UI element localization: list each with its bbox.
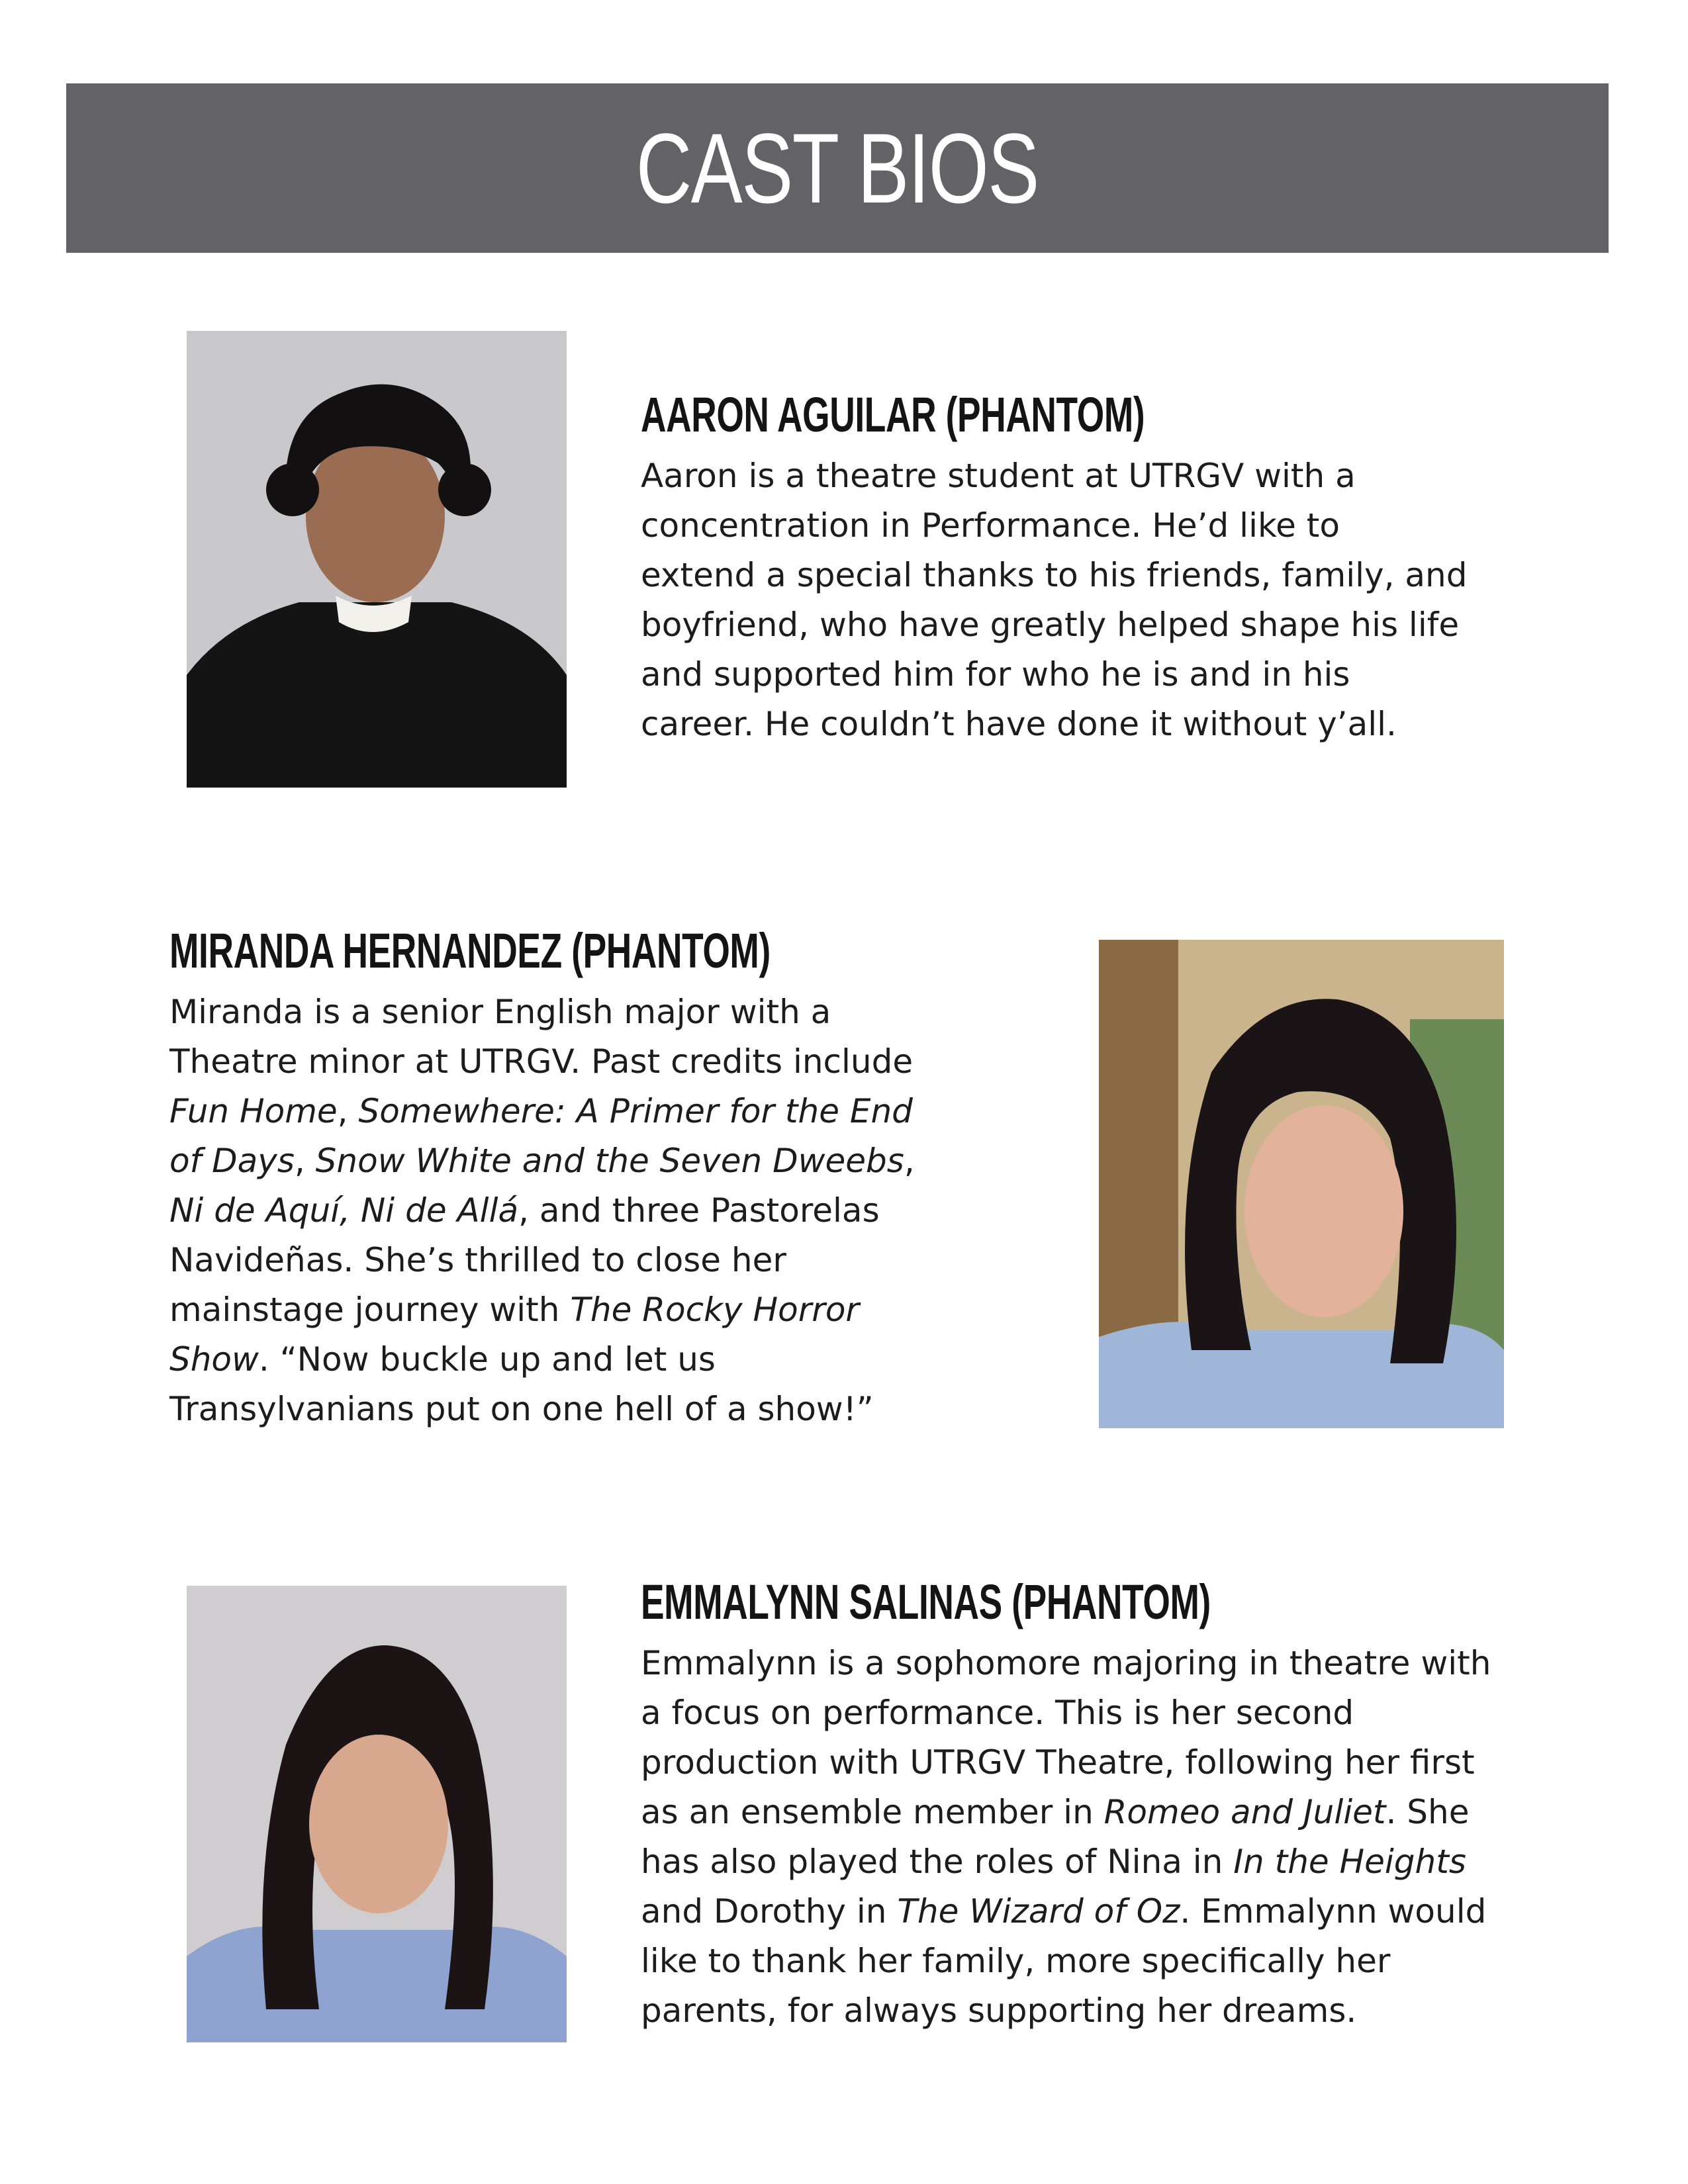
bio-text bbox=[641, 451, 1581, 749]
bio-line bbox=[641, 501, 1581, 551]
bio-line bbox=[641, 1688, 1634, 1738]
headshot-illustration bbox=[187, 1586, 567, 2042]
bio-text-segment: , bbox=[337, 1092, 359, 1130]
page-title: CAST BIOS bbox=[636, 113, 1039, 224]
bio-line bbox=[641, 451, 1581, 501]
bio-text-segment: a focus on performance. This is her second bbox=[641, 1694, 1354, 1732]
bio-line bbox=[641, 1639, 1634, 1688]
bio-text-segment: Theatre minor at UTRGV. Past credits include bbox=[169, 1042, 914, 1081]
bio-text-segment: production with UTRGV Theatre, following her first bbox=[641, 1743, 1475, 1782]
bio-line bbox=[169, 1136, 1030, 1186]
cast-photo-aaron bbox=[187, 331, 567, 788]
bio-text-segment: extend a special thanks to his friends, family, and bbox=[641, 556, 1468, 594]
bio-text-segment: concentration in Performance. He’d like to bbox=[641, 506, 1340, 545]
bio-text-segment: . “Now buckle up and let us bbox=[258, 1340, 716, 1379]
headshot-illustration bbox=[1099, 940, 1504, 1428]
italic-title: Ni de Aquí, Ni de Allá bbox=[169, 1191, 519, 1230]
bio-line bbox=[169, 1385, 1030, 1434]
italic-title: The Wizard of Oz bbox=[897, 1892, 1180, 1931]
headshot-illustration bbox=[187, 331, 567, 788]
bio-line bbox=[641, 650, 1581, 700]
bio-text-segment: . Emmalynn would bbox=[1180, 1892, 1487, 1931]
bio-text-segment: parents, for always supporting her dreams. bbox=[641, 1991, 1357, 2030]
cast-photo-emmalynn bbox=[187, 1586, 567, 2042]
bio-line bbox=[641, 1936, 1634, 1986]
bio-text-segment: Transylvanians put on one hell of a show!” bbox=[169, 1390, 874, 1428]
italic-title: Romeo and Juliet bbox=[1103, 1793, 1386, 1831]
bio-line bbox=[169, 987, 1030, 1037]
bio-name: AARON AGUILAR (PHANTOM) bbox=[641, 387, 1145, 442]
bio-miranda bbox=[169, 923, 1030, 1434]
bio-text-segment: and supported him for who he is and in his bbox=[641, 655, 1350, 694]
bio-line bbox=[641, 1986, 1634, 2036]
bio-text-segment: mainstage journey with bbox=[169, 1291, 571, 1329]
italic-title: Somewhere: A Primer for the End bbox=[358, 1092, 913, 1130]
bio-line bbox=[169, 1087, 1030, 1136]
bio-name: MIRANDA HERNANDEZ (PHANTOM) bbox=[169, 923, 771, 978]
bio-line bbox=[641, 1738, 1634, 1788]
bio-name: EMMALYNN SALINAS (PHANTOM) bbox=[641, 1574, 1211, 1629]
bio-line bbox=[641, 1837, 1634, 1887]
bio-text-segment: and Dorothy in bbox=[641, 1892, 898, 1931]
bio-text-segment: Aaron is a theatre student at UTRGV with a bbox=[641, 457, 1356, 495]
bio-line bbox=[641, 600, 1581, 650]
italic-title: Show bbox=[169, 1340, 259, 1379]
bio-text bbox=[169, 987, 1030, 1434]
bio-line bbox=[169, 1285, 1030, 1335]
bio-text-segment: as an ensemble member in bbox=[641, 1793, 1104, 1831]
header-banner bbox=[66, 83, 1609, 253]
bio-line bbox=[641, 551, 1581, 600]
italic-title: of Days bbox=[169, 1142, 295, 1180]
bio-line bbox=[169, 1335, 1030, 1385]
bio-text-segment: career. He couldn’t have done it without y’all. bbox=[641, 705, 1397, 743]
cast-photo-miranda bbox=[1099, 940, 1504, 1428]
bio-line bbox=[169, 1037, 1030, 1087]
bio-text-segment: , and three Pastorelas bbox=[518, 1191, 880, 1230]
bio-text-segment: Navideñas. She’s thrilled to close her bbox=[169, 1241, 786, 1279]
bio-line bbox=[641, 1887, 1634, 1936]
italic-title: The Rocky Horror bbox=[570, 1291, 859, 1329]
bio-line bbox=[169, 1236, 1030, 1285]
italic-title: In the Heights bbox=[1233, 1843, 1466, 1881]
bio-emmalynn bbox=[641, 1574, 1634, 2036]
bio-text-segment: , bbox=[294, 1142, 316, 1180]
italic-title: Snow White and the Seven Dweebs bbox=[315, 1142, 904, 1180]
bio-text-segment: Emmalynn is a sophomore majoring in theatre with bbox=[641, 1644, 1491, 1682]
bio-text-segment: has also played the roles of Nina in bbox=[641, 1843, 1234, 1881]
bio-line bbox=[641, 700, 1581, 749]
italic-title: Fun Home bbox=[169, 1092, 338, 1130]
bio-text-segment: . She bbox=[1385, 1793, 1470, 1831]
bio-text-segment: boyfriend, who have greatly helped shape his life bbox=[641, 606, 1460, 644]
bio-text-segment: Miranda is a senior English major with a bbox=[169, 993, 831, 1031]
bio-aaron bbox=[641, 387, 1581, 749]
bio-line bbox=[169, 1186, 1030, 1236]
bio-text bbox=[641, 1639, 1634, 2036]
bio-text-segment: like to thank her family, more specifically her bbox=[641, 1942, 1391, 1980]
bio-text-segment: , bbox=[904, 1142, 915, 1180]
bio-line bbox=[641, 1788, 1634, 1837]
